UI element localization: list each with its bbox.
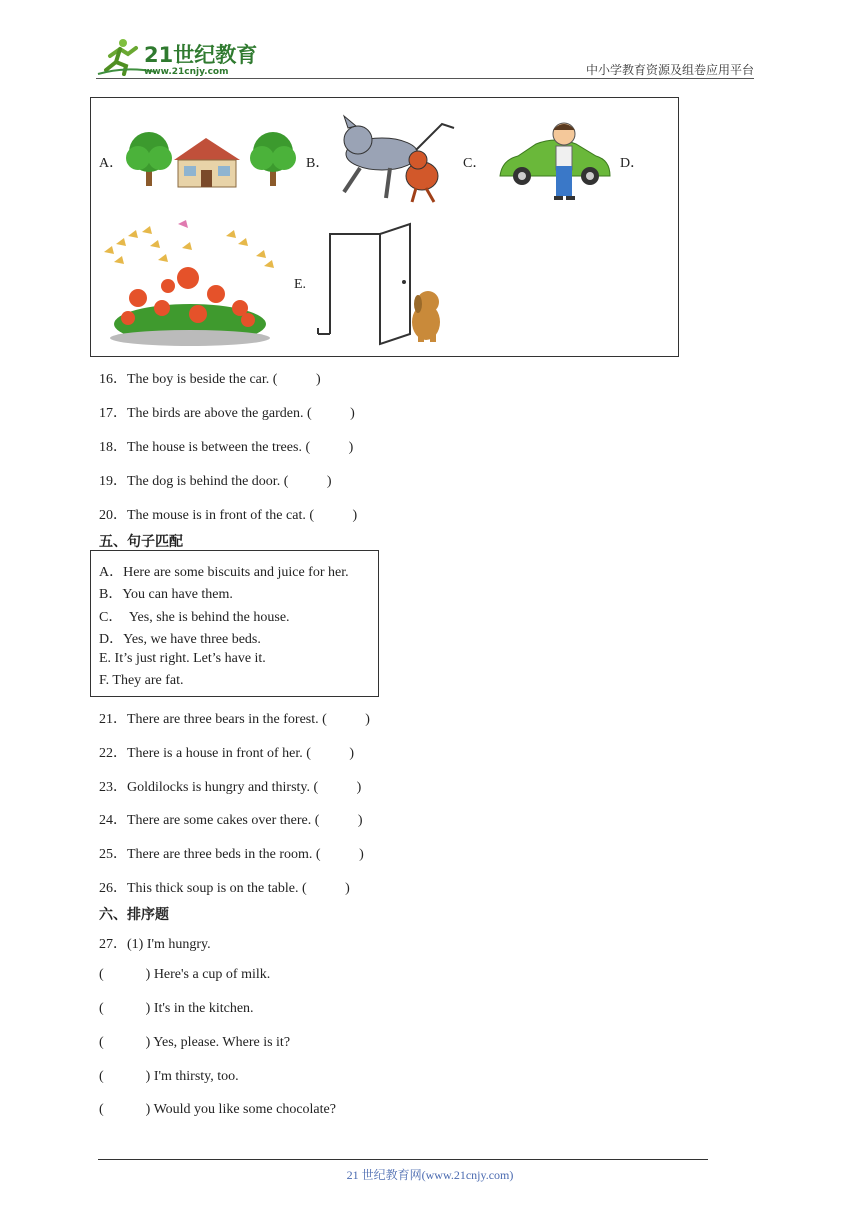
picture-label-c: C． (463, 156, 487, 171)
option-a: A．Here are some biscuits and juice for her. (99, 565, 349, 580)
house-trees-image (124, 130, 300, 195)
sequence-line-4: ( ) Yes, please. Where is it? (99, 1035, 291, 1050)
footer-text: 21 世纪教育网(www.21cnjy.com) (346, 1168, 514, 1182)
option-e: E. It’s just right. Let’s have it. (99, 651, 266, 666)
question-16: 16．The boy is beside the car. ( ) (99, 372, 321, 387)
sequence-line-3: ( ) It's in the kitchen. (99, 1001, 254, 1016)
question-21: 21．There are three bears in the forest. ( ) (99, 712, 370, 727)
header-tagline: 中小学教育资源及组卷应用平台 (585, 63, 754, 77)
sequence-line-5: ( ) I'm thirsty, too. (99, 1069, 239, 1084)
site-logo (96, 36, 266, 78)
question-17: 17．The birds are above the garden. ( ) (99, 406, 355, 421)
question-22: 22．There is a house in front of her. ( ) (99, 746, 355, 761)
option-b: B．You can have them. (99, 587, 233, 602)
cat-mouse-image (330, 114, 460, 211)
option-f: F. They are fat. (99, 673, 184, 688)
question-24: 24．There are some cakes over there. ( ) (99, 813, 363, 828)
question-25: 25．There are three beds in the room. ( ) (99, 847, 364, 862)
sequence-line-1: 27．(1) I'm hungry. (99, 937, 211, 952)
question-18: 18．The house is between the trees. ( ) (99, 440, 354, 455)
section-5-title: 五、句子匹配 (99, 534, 183, 550)
sequence-line-6: ( ) Would you like some chocolate? (99, 1102, 336, 1117)
birds-garden-image (98, 220, 278, 353)
question-26: 26．This thick soup is on the table. ( ) (99, 881, 350, 896)
section-6-title: 六、排序题 (99, 907, 169, 923)
logo-url: www.21cnjy.com (144, 67, 229, 77)
door-dog-image (314, 222, 450, 353)
question-19: 19．The dog is behind the door. ( ) (99, 474, 332, 489)
header-divider (96, 78, 754, 79)
sequence-line-2: ( ) Here's a cup of milk. (99, 967, 271, 982)
picture-label-e: E. (294, 277, 307, 292)
footer-divider (98, 1159, 708, 1160)
question-20: 20．The mouse is in front of the cat. ( ) (99, 508, 358, 523)
boy-car-image (496, 120, 614, 207)
option-c: C． Yes, she is behind the house. (99, 610, 290, 625)
picture-label-d: D． (620, 156, 645, 171)
picture-label-a: A． (99, 156, 124, 171)
picture-label-b: B． (306, 156, 330, 171)
question-23: 23．Goldilocks is hungry and thirsty. ( ) (99, 780, 362, 795)
logo-text: 21世纪教育 (144, 43, 258, 67)
option-d: D．Yes, we have three beds. (99, 632, 261, 647)
